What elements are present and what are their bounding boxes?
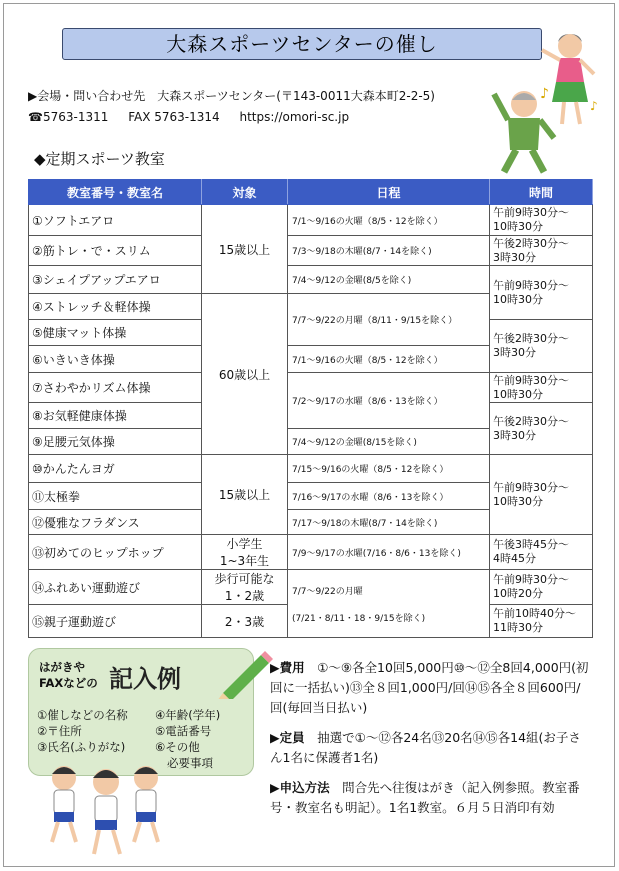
schedule-cell [288, 570, 490, 638]
table-row [29, 570, 593, 605]
class-name: ⑧お気軽健康体操 [29, 403, 202, 429]
class-name: ⑭ふれあい運動遊び [29, 570, 202, 605]
time-cell: 午前9時30分～ 10時30分 [490, 266, 593, 320]
time-cell: 午前9時30分～ 10時30分 [490, 455, 593, 535]
running-children-illustration [40, 752, 170, 860]
table-row [29, 266, 593, 294]
svg-text:♪: ♪ [590, 99, 598, 113]
pencil-icon [215, 649, 275, 699]
schedule-cell: 7/2～9/17の水曜（8/6・13を除く） [288, 373, 490, 429]
class-schedule-table [28, 179, 593, 638]
table-row [29, 373, 593, 403]
page-title: 大森スポーツセンターの催し [62, 28, 542, 60]
class-name: ⑩かんたんヨガ [29, 455, 202, 483]
time-cell: 午前9時30分～ 10時30分 [490, 205, 593, 236]
sample-item: ③氏名(ふりがな) [37, 740, 126, 754]
schedule-cell: 7/4～9/12の金曜(8/15を除く) [288, 429, 490, 455]
schedule-cell: 7/17～9/18の木曜(8/7・14を除く) [288, 510, 490, 535]
sample-subtitle-line: FAXなどの [39, 676, 98, 690]
time-cell: 午前9時30分～ 10時20分 [490, 570, 593, 605]
target-cell: 15歳以上 [202, 205, 288, 294]
phone-number: ☎5763-1311 [28, 110, 109, 124]
venue-line: ▶会場・問い合わせ先 大森スポーツセンター(〒143-0011大森本町2-2-5) [28, 89, 435, 103]
fee-text: ①～⑨各全10回5,000円⑩～⑫全8回4,000円(初回に一括払い)⑬全８回1,000円/回⑭⑮各全８回600円/回(毎回当日払い) [270, 660, 589, 715]
class-name: ②筋トレ・で・スリム [29, 236, 202, 266]
capacity-text: 抽選で①～⑫各24名⑬20名⑭⑮各14組(お子さん1名に保護者1名) [270, 730, 581, 765]
sample-item: ②〒住所 [37, 724, 82, 738]
application-info [270, 658, 592, 828]
schedule-cell: 7/7～9/22の月曜（8/11・9/15を除く） [288, 294, 490, 346]
schedule-cell: 7/9～9/17の水曜(7/16・8/6・13を除く) [288, 535, 490, 570]
fee-label: ▶費用 [270, 660, 305, 675]
sample-item: ④年齢(学年) [155, 708, 221, 722]
schedule-cell: 7/15～9/16の火曜（8/5・12を除く） [288, 455, 490, 483]
column-header: 対象 [202, 180, 288, 205]
time-cell: 午前9時30分～ 10時30分 [490, 373, 593, 403]
schedule-cell: 7/1～9/16の火曜（8/5・12を除く） [288, 205, 490, 236]
apply-text: 問合先へ往復はがき（記入例参照。教室番号・教室名も明記）。1名1教室。６月５日消印有効 [270, 780, 580, 815]
fax-number: FAX 5763-1314 [128, 110, 220, 124]
sample-item: ⑥その他 [155, 740, 200, 754]
capacity-label: ▶定員 [270, 730, 305, 745]
sample-item: ⑤電話番号 [155, 724, 212, 738]
schedule-main: 7/7～9/22の月曜 [292, 586, 363, 597]
apply-label: ▶申込方法 [270, 780, 330, 795]
table-row [29, 236, 593, 266]
time-cell: 午後3時45分～ 4時45分 [490, 535, 593, 570]
target-cell: 60歳以上 [202, 294, 288, 455]
class-name: ⑬初めてのヒップホップ [29, 535, 202, 570]
table-row [29, 535, 593, 570]
target-cell: 小学生 1~3年生 [202, 535, 288, 570]
target-cell: 歩行可能な 1・2歳 [202, 570, 288, 605]
dancing-seniors-illustration [490, 28, 600, 176]
class-name: ⑦さわやかリズム体操 [29, 373, 202, 403]
section-heading: ◆定期スポーツ教室 [34, 150, 165, 168]
capacity-paragraph [270, 728, 592, 768]
table-row [29, 455, 593, 483]
svg-text:♪: ♪ [540, 86, 549, 102]
column-header: 教室番号・教室名 [29, 180, 202, 205]
class-name: ⑫優雅なフラダンス [29, 510, 202, 535]
schedule-cell: 7/16～9/17の水曜（8/6・13を除く） [288, 483, 490, 510]
column-header: 時間 [490, 180, 593, 205]
fee-paragraph [270, 658, 592, 718]
sample-row [37, 707, 251, 723]
apply-paragraph [270, 778, 592, 818]
class-name: ⑤健康マット体操 [29, 320, 202, 346]
sample-subtitle-line: はがきや [39, 660, 85, 674]
class-name: ①ソフトエアロ [29, 205, 202, 236]
contact-numbers [28, 110, 365, 124]
schedule-exclusions: (7/21・8/11・18・9/15を除く) [292, 613, 426, 624]
class-name: ④ストレッチ＆軽体操 [29, 294, 202, 320]
sample-item: ①催しなどの名称 [37, 708, 128, 722]
sample-subtitle [39, 659, 98, 691]
column-header: 日程 [288, 180, 490, 205]
sample-title: 記入例 [109, 665, 181, 693]
schedule-cell: 7/4～9/12の金曜(8/5を除く) [288, 266, 490, 294]
website-url: https://omori-sc.jp [239, 110, 350, 124]
table-header-row [29, 180, 593, 205]
time-cell: 午後2時30分～ 3時30分 [490, 403, 593, 455]
table-row [29, 205, 593, 236]
class-name: ⑮親子運動遊び [29, 605, 202, 638]
schedule-cell: 7/1～9/16の火曜（8/5・12を除く） [288, 346, 490, 373]
class-name: ⑪太極拳 [29, 483, 202, 510]
time-cell: 午後2時30分～ 3時30分 [490, 236, 593, 266]
class-name: ③シェイプアップエアロ [29, 266, 202, 294]
sample-item: 必要事項 [167, 756, 213, 770]
target-cell: 2・3歳 [202, 605, 288, 638]
schedule-cell: 7/3～9/18の木曜(8/7・14を除く) [288, 236, 490, 266]
time-cell: 午前10時40分～ 11時30分 [490, 605, 593, 638]
time-cell: 午後2時30分～ 3時30分 [490, 320, 593, 373]
sample-row [37, 723, 251, 739]
class-name: ⑨足腰元気体操 [29, 429, 202, 455]
class-name: ⑥いきいき体操 [29, 346, 202, 373]
target-cell: 15歳以上 [202, 455, 288, 535]
